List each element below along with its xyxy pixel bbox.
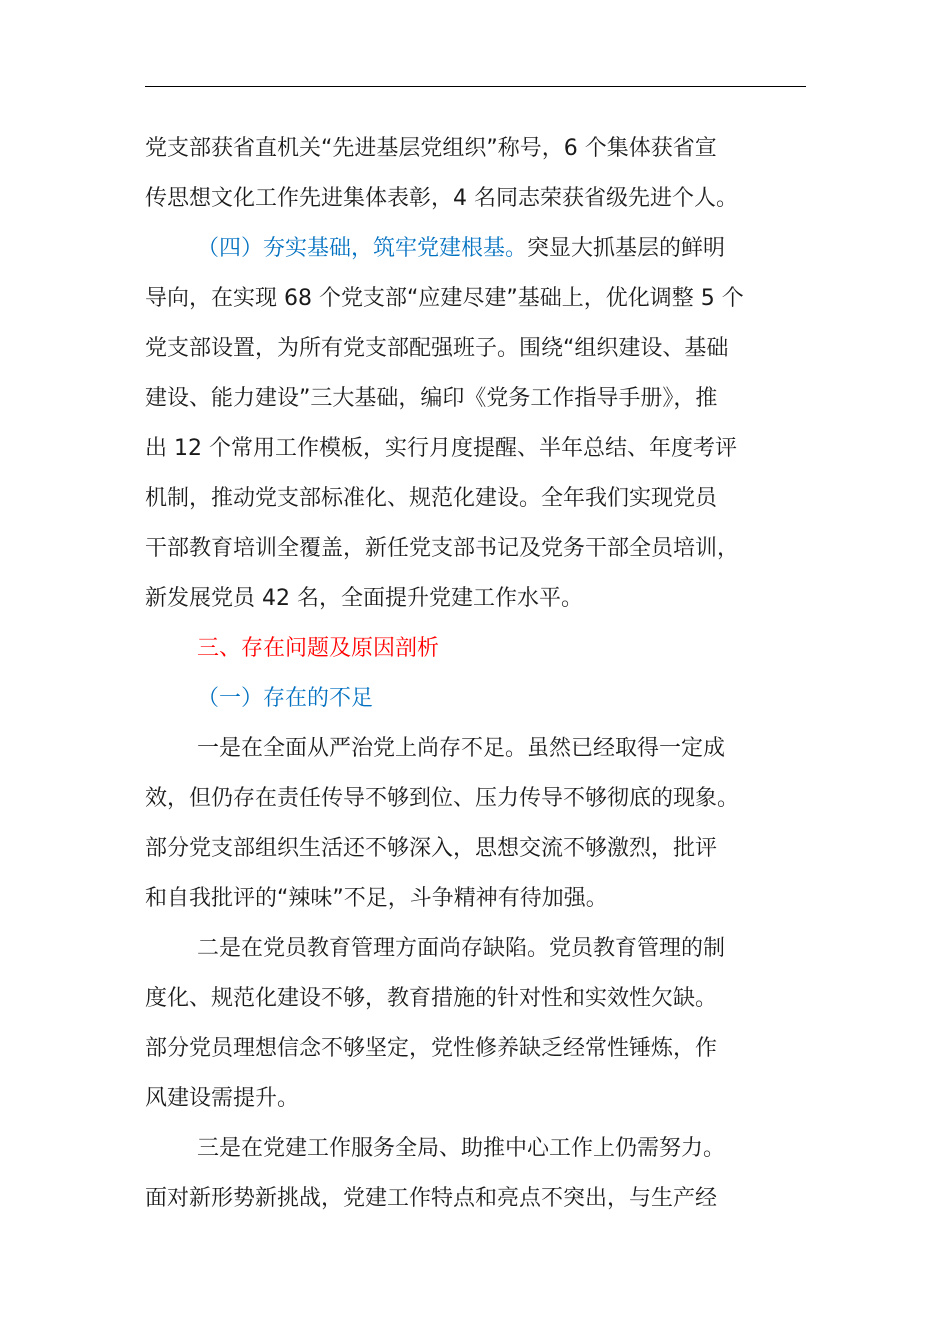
paragraph-start xyxy=(145,224,813,274)
paragraph-start: 三是在党建工作服务全局、助推中心工作上仍需努力。 xyxy=(197,1136,726,1161)
text-line: 新发展党员 42 名，全面提升党建工作水平。 xyxy=(145,586,583,611)
text-line: 度化、规范化建设不够，教育措施的针对性和实效性欠缺。 xyxy=(145,986,718,1011)
paragraph-start: 二是在党员教育管理方面尚存缺陷。党员教育管理的制 xyxy=(197,936,726,961)
text-line: 传思想文化工作先进集体表彰，4 名同志荣获省级先进个人。 xyxy=(145,186,738,211)
text-line: 党支部获省直机关“先进基层党组织”称号，6 个集体获省宣 xyxy=(145,136,717,161)
section-heading: 三、存在问题及原因剖析 xyxy=(197,636,440,661)
text-line: 出 12 个常用工作模板，实行月度提醒、半年总结、年度考评 xyxy=(145,436,737,461)
paragraph-start: 一是在全面从严治党上尚存不足。虽然已经取得一定成 xyxy=(197,736,726,761)
text-run: 突显大抓基层的鲜明 xyxy=(527,236,726,261)
text-line: 部分党员理想信念不够坚定，党性修养缺乏经常性锤炼，作 xyxy=(145,1036,718,1061)
text-line: 机制，推动党支部标准化、规范化建设。全年我们实现党员 xyxy=(145,486,718,511)
text-line: 效，但仍存在责任传导不够到位、压力传导不够彻底的现象。 xyxy=(145,786,740,811)
header-rule xyxy=(145,86,806,87)
text-line: 干部教育培训全覆盖，新任党支部书记及党务干部全员培训， xyxy=(145,536,740,561)
text-line: 建设、能力建设”三大基础，编印《党务工作指导手册》，推 xyxy=(145,386,718,411)
text-line: 面对新形势新挑战，党建工作特点和亮点不突出，与生产经 xyxy=(145,1186,718,1211)
text-line: 风建设需提升。 xyxy=(145,1086,300,1111)
text-line: 和自我批评的“辣味”不足，斗争精神有待加强。 xyxy=(145,886,608,911)
subheading-inline: （四）夯实基础，筑牢党建根基。 xyxy=(197,236,528,261)
document-body xyxy=(145,124,813,1224)
text-line: 部分党支部组织生活还不够深入，思想交流不够激烈，批评 xyxy=(145,836,718,861)
subsection-heading: （一）存在的不足 xyxy=(197,686,374,711)
text-line: 导向，在实现 68 个党支部“应建尽建”基础上，优化调整 5 个 xyxy=(145,286,744,311)
text-line: 党支部设置，为所有党支部配强班子。围绕“组织建设、基础 xyxy=(145,336,729,361)
